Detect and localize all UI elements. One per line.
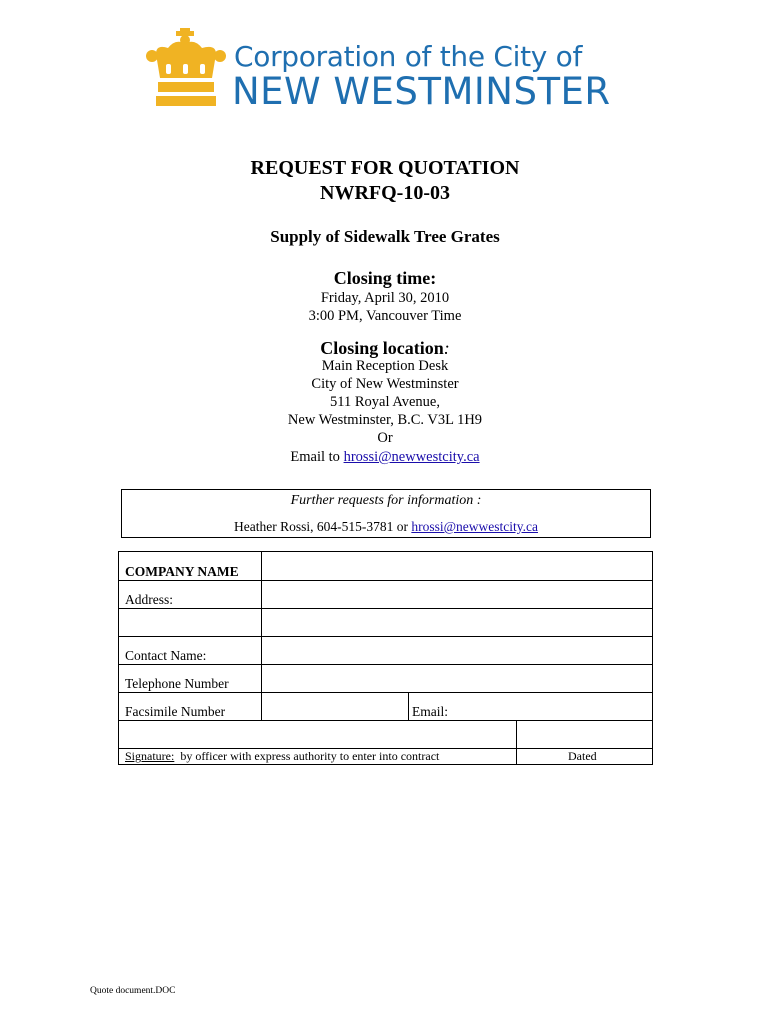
closing-location-text: Closing location [320,338,444,358]
column-divider [408,692,409,720]
email-link[interactable]: hrossi@newwestcity.ca [343,449,480,465]
signature-text: by officer with express authority to enter into contract [180,749,440,763]
company-name-field[interactable] [262,552,652,580]
location-line: Or [377,430,393,446]
company-form [118,551,653,765]
contact-name-field[interactable] [262,637,652,664]
closing-time-label: Closing time: [333,268,437,288]
footer-filename: Quote document.DOC [90,986,176,996]
facsimile-label: Facsimile Number [125,704,226,719]
closing-location-label [0,338,770,359]
info-contact [122,519,650,535]
email-prefix: Email to [290,449,344,465]
signature-field[interactable] [119,721,516,748]
closing-date: Friday, April 30, 2010 [320,290,450,306]
signature-label: Signature: [125,749,175,763]
rfq-subject: Supply of Sidewalk Tree Grates [270,227,500,246]
email-field[interactable] [459,693,652,720]
info-request-box [121,489,651,538]
contact-name-label: Contact Name: [125,648,207,663]
location-line: New Westminster, B.C. V3L 1H9 [287,412,483,428]
address-field[interactable] [262,581,652,608]
location-line: City of New Westminster [311,376,459,392]
location-line: Main Reception Desk [321,358,449,374]
rfq-number: NWRFQ-10-03 [320,182,450,204]
date-field[interactable] [517,721,652,748]
email-line [0,449,770,466]
facsimile-field[interactable] [262,693,408,720]
logo-line-2: NEW WESTMINSTER [232,70,611,113]
closing-hour: 3:00 PM, Vancouver Time [308,308,462,324]
info-contact-text: Heather Rossi, 604-515-3781 or [233,519,412,534]
company-name-label: COMPANY NAME [125,564,239,579]
document-title: REQUEST FOR QUOTATION [250,157,520,179]
logo-line-1: Corporation of the City of [234,40,583,73]
telephone-field[interactable] [262,665,652,692]
crown-icon [146,26,226,108]
closing-location-colon: : [443,338,450,358]
address-field-2[interactable] [262,609,652,636]
dated-label: Dated [568,749,597,763]
address-label: Address: [125,592,173,607]
location-line: 511 Royal Avenue, [330,394,440,410]
telephone-label: Telephone Number [125,676,229,691]
email-label: Email: [412,704,448,719]
signature-line [125,749,439,764]
info-question: Further requests for information : [290,493,482,508]
city-logo [146,26,626,116]
info-email-link[interactable]: hrossi@newwestcity.ca [411,519,538,534]
